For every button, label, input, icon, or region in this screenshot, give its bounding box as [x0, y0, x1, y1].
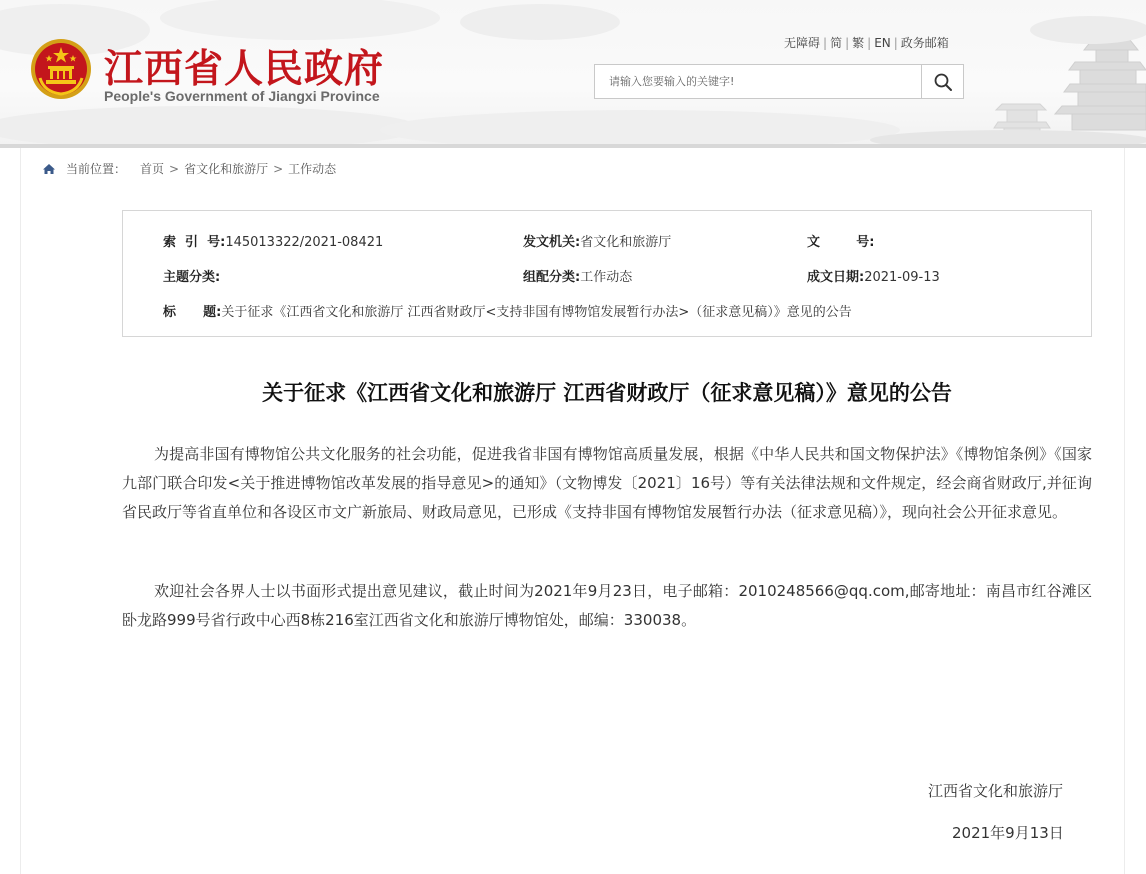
- search-icon: [933, 72, 953, 92]
- home-icon: [42, 162, 56, 176]
- article-title: 关于征求《江西省文化和旅游厅 江西省财政厅（征求意见稿）》意见的公告: [262, 381, 952, 405]
- info-title: [163, 301, 852, 320]
- info-index-value: 145013322/2021-08421: [225, 235, 384, 250]
- signature-organization: 江西省文化和旅游厅: [928, 782, 1064, 800]
- search-box: [594, 64, 964, 99]
- site-header: [0, 0, 1146, 146]
- site-title[interactable]: 江西省人民政府: [104, 47, 385, 92]
- breadcrumb-label: 当前位置：: [66, 162, 127, 176]
- info-index: [163, 231, 383, 250]
- info-topic-key: 主题分类:: [163, 270, 221, 285]
- national-emblem-icon: [30, 38, 92, 100]
- gov-mail-link[interactable]: 政务邮箱: [900, 36, 949, 50]
- separator: |: [845, 36, 850, 50]
- site-subtitle: People's Government of Jiangxi Province: [104, 88, 380, 104]
- english-link[interactable]: EN: [874, 36, 891, 50]
- signature-date: 2021年9月13日: [952, 824, 1064, 842]
- info-issuer-value: 省文化和旅游厅: [580, 235, 672, 250]
- breadcrumb-department[interactable]: 省文化和旅游厅: [184, 162, 269, 176]
- breadcrumb-section[interactable]: 工作动态: [288, 162, 337, 176]
- info-date: [807, 266, 940, 285]
- top-links: [784, 34, 949, 51]
- simplified-link[interactable]: 简: [830, 36, 843, 50]
- page-border-left: [20, 148, 21, 874]
- info-category-key: 组配分类:: [523, 270, 581, 285]
- info-docno: [807, 231, 874, 250]
- separator: |: [893, 36, 898, 50]
- breadcrumb-separator: >: [169, 161, 180, 176]
- info-docno-key: 文 号:: [807, 235, 875, 250]
- search-button[interactable]: [921, 65, 963, 98]
- info-title-key: 标 题:: [163, 305, 222, 320]
- info-issuer: [523, 231, 671, 250]
- article-paragraph: 为提高非国有博物馆公共文化服务的社会功能，促进我省非国有博物馆高质量发展，根据《中华人民共和国文物保护法》《博物馆条例》《国家九部门联合印发<关于推进博物馆改革发展的指导意见>的通知》（文物博发〔2021〕16号）等有关法律法规和文件规定，经会商省财政厅,并征询省民政厅等省直单位和各设区市文广新旅局、财政局意见，已形成《支持非国有博物馆发展暂行办法（征求意见稿）》，现向社会公开征求意见。: [122, 445, 1092, 521]
- traditional-link[interactable]: 繁: [852, 36, 865, 50]
- separator: |: [867, 36, 872, 50]
- header-divider: [0, 144, 1146, 148]
- article-paragraph: 欢迎社会各界人士以书面形式提出意见建议，截止时间为2021年9月23日，电子邮箱：2010248566@qq.com,邮寄地址：南昌市红谷滩区卧龙路999号省行政中心西8栋216室江西省文化和旅游厅博物馆处，邮编：330038。: [122, 582, 1092, 629]
- info-issuer-key: 发文机关:: [523, 235, 581, 250]
- page-border-right: [1124, 148, 1125, 874]
- search-input[interactable]: [595, 65, 921, 98]
- info-topic: [163, 266, 220, 285]
- info-category: [523, 266, 632, 285]
- document-info-box: [122, 210, 1092, 337]
- info-title-value: 关于征求《江西省文化和旅游厅 江西省财政厅<支持非国有博物馆发展暂行办法>（征求意见稿）》意见的公告: [221, 305, 852, 320]
- info-category-value: 工作动态: [580, 270, 633, 285]
- info-date-key: 成文日期:: [807, 270, 865, 285]
- accessibility-link[interactable]: 无障碍: [784, 36, 821, 50]
- separator: |: [823, 36, 828, 50]
- breadcrumb: [42, 160, 336, 177]
- breadcrumb-home[interactable]: 首页: [140, 162, 165, 176]
- info-index-key: 索 引 号:: [163, 235, 226, 250]
- info-date-value: 2021-09-13: [864, 270, 940, 285]
- breadcrumb-separator: >: [273, 161, 284, 176]
